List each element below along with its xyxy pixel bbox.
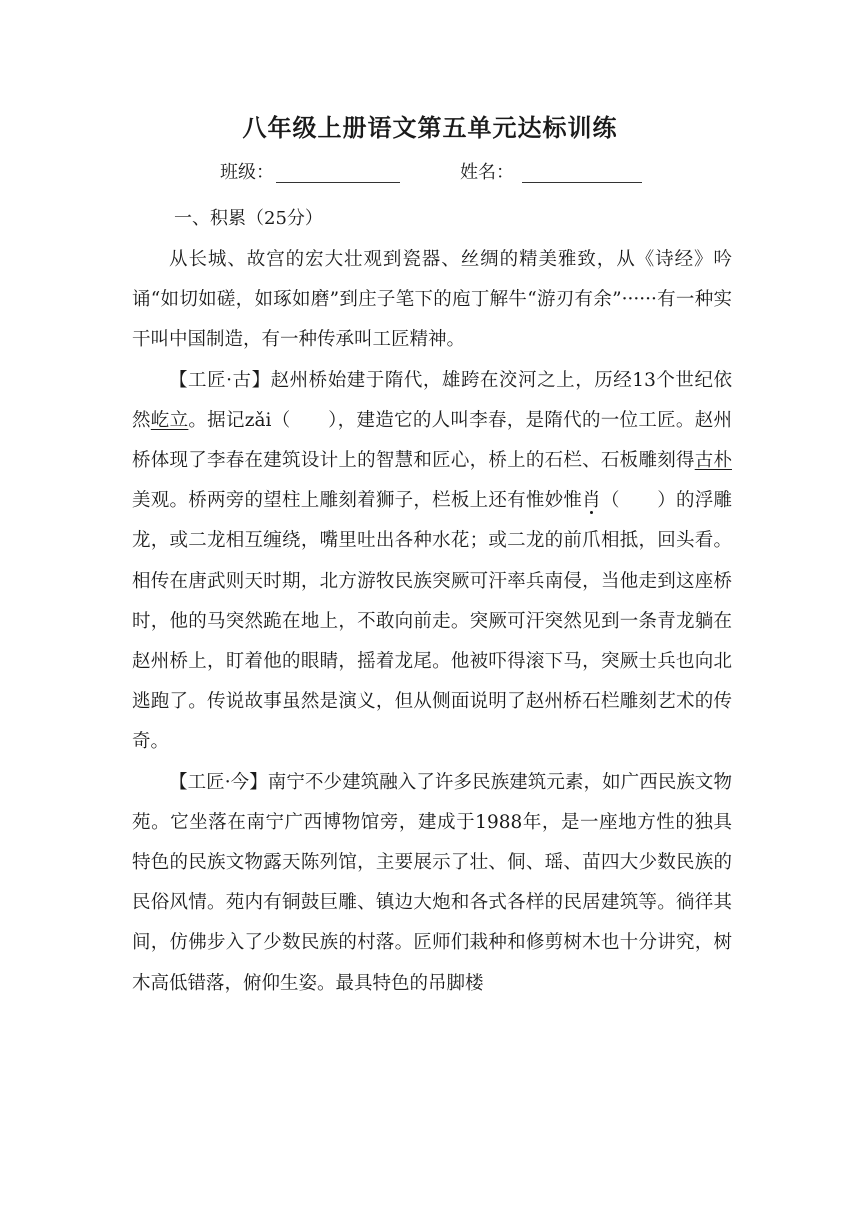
name-blank[interactable] xyxy=(522,182,642,183)
page-title: 八年级上册语文第五单元达标训练 xyxy=(242,114,618,142)
paragraph-intro: 从长城、故宫的宏大壮观到瓷器、丝绸的精美雅致，从《诗经》吟诵“如切如磋，如琢如磨”到庄子笔下的庖丁解牛“游刃有余”······有一种实干叫中国制造，有一种传承叫工匠精神。 xyxy=(132,249,732,351)
passage xyxy=(132,240,732,1004)
text-run: 。据记zǎi（ ），建造它的人叫李春，是隋代的一位工匠。赵州桥体现了李春在建筑设计上的智慧和匠心，桥上的石栏、石板雕刻得 xyxy=(132,409,732,472)
text-run: 【工匠·古】赵州桥始建于隋代，雄跨在洨河之上，历经13个世纪依然 xyxy=(132,369,732,431)
underlined-word: 屹立 xyxy=(150,409,189,431)
section-heading: 一、积累（25分） xyxy=(174,208,323,229)
name-label: 姓名： xyxy=(460,162,514,183)
text-run: 美观。桥两旁的望柱上雕刻着狮子，栏板上还有惟妙惟 xyxy=(132,490,583,512)
underlined-word: 古朴 xyxy=(694,450,732,472)
class-label: 班级： xyxy=(220,162,274,183)
student-info xyxy=(220,158,720,188)
paragraph-ancient xyxy=(132,361,732,763)
paragraph-modern: 【工匠·今】南宁不少建筑融入了许多民族建筑元素，如广西民族文物苑。它坐落在南宁广西博物馆旁，建成于1988年，是一座地方性的独具特色的民族文物露天陈列馆，主要展示了壮、侗、瑶、苗四大少数民族的民俗风情。苑内有铜鼓巨雕、镇边大炮和各式各样的民居建筑等。徜徉其间，仿佛步入了少数民族的村落。匠师们栽种和修剪树木也十分讲究，树木高低错落，俯仰生姿。最具特色的吊脚楼 xyxy=(132,771,732,994)
text-run: （ ）的浮雕龙，或二龙相互缠绕，嘴里吐出各种水花；或二龙的前爪相抵，回头看。相传在唐武则天时期，北方游牧民族突厥可汗率兵南侵，当他走到这座桥时，他的马突然跪在地上，不敢向前走。突厥可汗突然见到一条青龙躺在赵州桥上，盯着他的眼睛，摇着龙尾。他被吓得滚下马，突厥士兵也向北逃跑了。传说故事虽然是演义，但从侧面说明了赵州桥石栏雕刻艺术的传奇。 xyxy=(132,490,732,753)
dotted-char: 肖 xyxy=(582,490,601,512)
class-blank[interactable] xyxy=(276,182,400,183)
